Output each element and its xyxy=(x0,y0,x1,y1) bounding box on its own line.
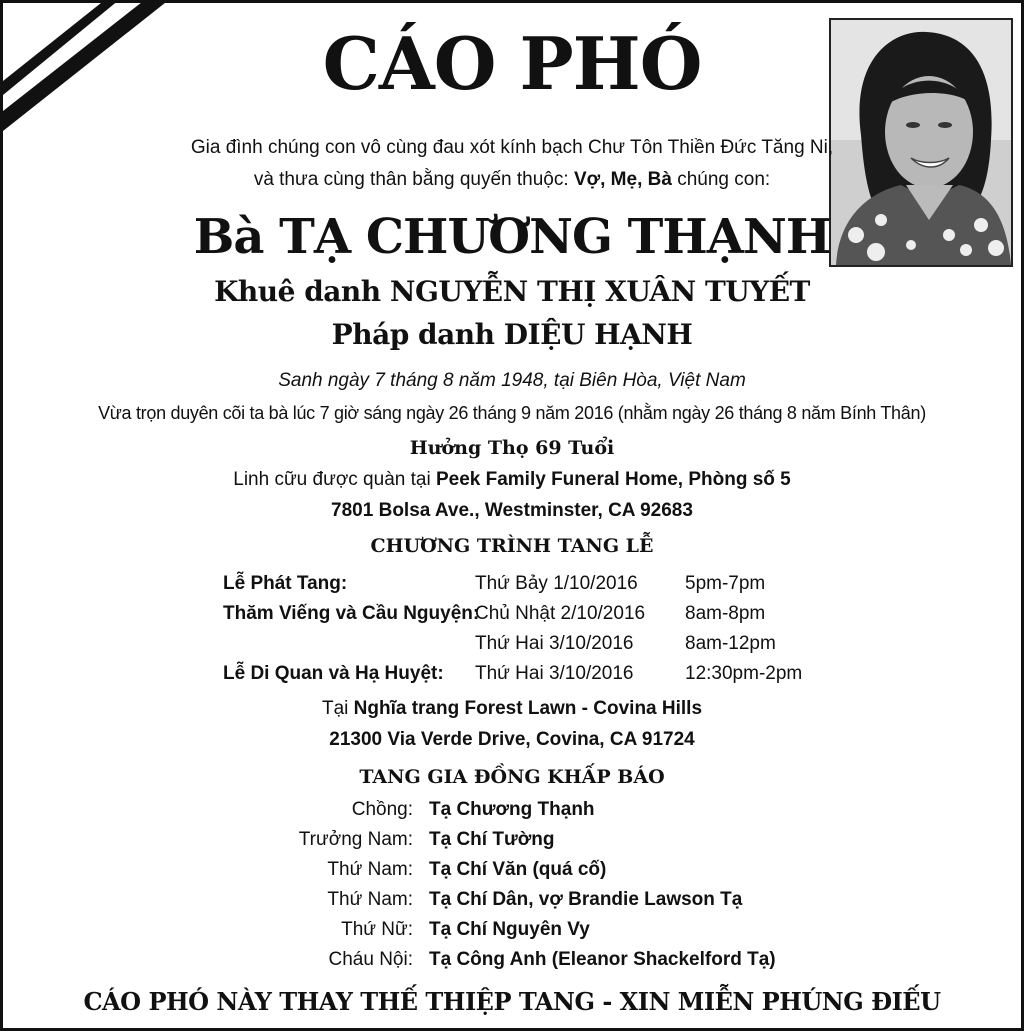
program-title: CHƯƠNG TRÌNH TANG LỄ xyxy=(370,535,654,557)
funeral-home-line xyxy=(3,469,1021,491)
footer-notice: CÁO PHÓ NÀY THAY THẾ THIỆP TANG - XIN MIỄN PHÚNG ĐIẾU xyxy=(83,987,941,1016)
program-time: 12:30pm-2pm xyxy=(685,663,803,684)
cemetery-prefix: Tại xyxy=(321,698,354,719)
program-time: 5pm-7pm xyxy=(685,573,766,594)
cemetery-address: 21300 Via Verde Drive, Covina, CA 91724 xyxy=(329,729,695,750)
family-relation: Trưởng Nam: xyxy=(298,829,413,850)
cemetery-line xyxy=(3,698,1021,720)
maiden-name: Khuê danh NGUYỄN THỊ XUÂN TUYẾT xyxy=(214,275,810,308)
family-member-name: Tạ Chương Thạnh xyxy=(429,799,595,820)
intro-relations: Vợ, Mẹ, Bà xyxy=(573,169,672,190)
family-member-name: Tạ Chí Văn (quá cố) xyxy=(429,859,607,880)
program-event: Lễ Di Quan và Hạ Huyệt: xyxy=(223,663,444,684)
program-event: Lễ Phát Tang: xyxy=(223,573,348,594)
program-time: 8am-12pm xyxy=(685,633,776,654)
cemetery-name: Nghĩa trang Forest Lawn - Covina Hills xyxy=(353,698,703,719)
family-relation: Chồng: xyxy=(351,799,413,820)
program-date: Chủ Nhật 2/10/2016 xyxy=(475,603,646,624)
age-info: Hưởng Thọ 69 Tuổi xyxy=(409,437,615,459)
intro-line-2-suffix: chúng con: xyxy=(671,169,771,190)
program-time: 8am-8pm xyxy=(685,603,766,624)
family-relation: Cháu Nội: xyxy=(328,949,413,970)
family-title: TANG GIA ĐỒNG KHẤP BÁO xyxy=(359,766,665,788)
funeral-home-address: 7801 Bolsa Ave., Westminster, CA 92683 xyxy=(331,500,693,521)
family-relation: Thứ Nam: xyxy=(327,859,413,880)
family-member-name: Tạ Chí Dân, vợ Brandie Lawson Tạ xyxy=(429,889,743,910)
birth-info: Sanh ngày 7 tháng 8 năm 1948, tại Biên Hòa, Việt Nam xyxy=(278,370,746,391)
family-relation: Thứ Nữ: xyxy=(341,919,413,940)
deceased-name: Bà TẠ CHƯƠNG THẠNH xyxy=(193,209,831,265)
program-event: Thăm Viếng và Cầu Nguyện: xyxy=(223,603,480,624)
intro-line-1: Gia đình chúng con vô cùng đau xót kính bạch Chư Tôn Thiền Đức Tăng Ni, xyxy=(190,137,834,158)
intro-line-2 xyxy=(3,169,1021,191)
obituary-heading: CÁO PHÓ xyxy=(322,21,702,106)
family-member-name: Tạ Chí Nguyên Vy xyxy=(429,919,590,940)
funeral-home-name: Peek Family Funeral Home, Phòng số 5 xyxy=(435,469,791,490)
passing-info: Vừa trọn duyên cõi ta bà lúc 7 giờ sáng ngày 26 tháng 9 năm 2016 (nhằm ngày 26 tháng 8 năm Bính Thân) xyxy=(98,403,926,423)
intro-line-2-prefix: và thưa cùng thân bằng quyến thuộc: xyxy=(253,169,574,190)
family-member-name: Tạ Chí Tường xyxy=(429,829,555,850)
program-date: Thứ Hai 3/10/2016 xyxy=(475,633,634,654)
funeral-home-prefix: Linh cữu được quàn tại xyxy=(233,469,436,490)
family-relation: Thứ Nam: xyxy=(327,889,413,910)
program-date: Thứ Bảy 1/10/2016 xyxy=(475,573,638,594)
program-date: Thứ Hai 3/10/2016 xyxy=(475,663,634,684)
family-member-name: Tạ Công Anh (Eleanor Shackelford Tạ) xyxy=(429,949,776,970)
dharma-name: Pháp danh DIỆU HẠNH xyxy=(331,318,693,351)
